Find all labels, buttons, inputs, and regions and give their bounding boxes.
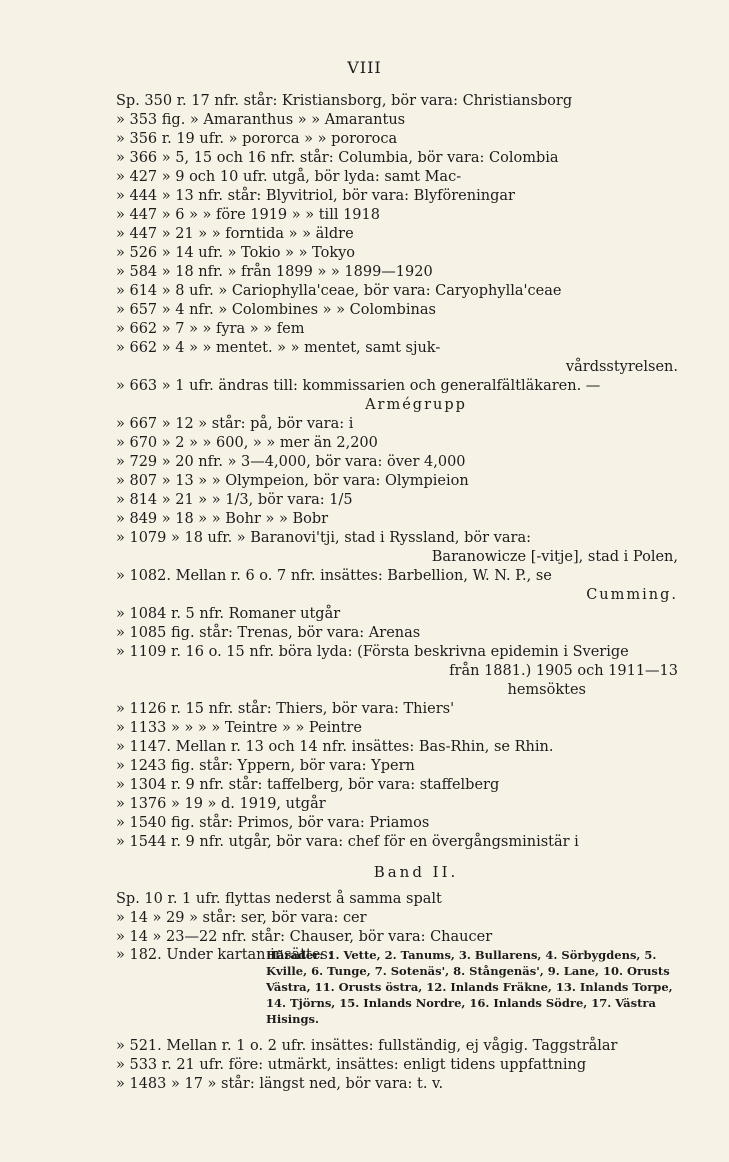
errata-line xyxy=(116,453,716,472)
errata-group-band2 xyxy=(116,890,716,947)
errata-line xyxy=(116,605,716,624)
errata-text: » 444 » 13 nfr. står: Blyvitriol, bör vara: Blyföreningar xyxy=(116,188,515,204)
continuation-text: vårdsstyrelsen. xyxy=(565,359,678,375)
errata-line xyxy=(116,928,716,947)
map-legend-text: Härader: 1. Vette, 2. Tanums, 3. Bullarens, 4. Sörbygdens, 5. Kville, 6. Tunge, 7. Sotenäs', 8. Stångenäs', 9. Lane, 10. Orusts Västra, 11. Orusts östra, 12. Inlands Fräkne, 13. Inlands Torpe, 14. Tjörns, 15. Inlands Nordre, 16. Inlands Södre, 17. Västra Hisings. xyxy=(266,948,673,1026)
errata-text: Sp. 350 r. 17 nfr. står: Kristiansborg, bör vara: Christiansborg xyxy=(116,93,573,109)
errata-group-band1 xyxy=(116,92,716,358)
errata-text: » 670 » 2 » » 600, » » mer än 2,200 xyxy=(116,435,378,451)
errata-line xyxy=(116,149,716,168)
errata-text: » 1133 » » » » Teintre » » Peintre xyxy=(116,720,362,736)
errata-text: Sp. 10 r. 1 ufr. flyttas nederst å samma spalt xyxy=(116,891,442,907)
errata-line xyxy=(116,339,716,358)
errata-text: » 663 » 1 ufr. ändras till: kommissarien och generalfältläkaren. — xyxy=(116,378,601,394)
errata-group xyxy=(116,415,716,548)
continuation-text: Cumming. xyxy=(586,587,678,603)
errata-line xyxy=(116,757,716,776)
errata-text: » 584 » 18 nfr. » från 1899 » » 1899—1920 xyxy=(116,264,433,280)
errata-text: » 1304 r. 9 nfr. står: taffelberg, bör vara: staffelberg xyxy=(116,777,500,793)
errata-line xyxy=(116,510,716,529)
errata-line xyxy=(116,206,716,225)
errata-text: » 1084 r. 5 nfr. Romaner utgår xyxy=(116,606,341,622)
errata-line xyxy=(116,833,716,852)
errata-text: » 526 » 14 ufr. » Tokio » » Tokyo xyxy=(116,245,356,261)
errata-text: » 657 » 4 nfr. » Colombines » » Colombinas xyxy=(116,302,436,318)
errata-line xyxy=(116,301,716,320)
errata-group xyxy=(116,1037,716,1094)
errata-line xyxy=(116,168,716,187)
errata-line xyxy=(116,377,716,396)
errata-line xyxy=(116,244,716,263)
errata-text: » 447 » 21 » » forntida » » äldre xyxy=(116,226,354,242)
errata-line xyxy=(116,472,716,491)
continuation-line xyxy=(116,396,716,415)
errata-text: » 1085 fig. står: Trenas, bör vara: Arenas xyxy=(116,625,421,641)
errata-line xyxy=(116,434,716,453)
errata-line xyxy=(116,263,716,282)
errata-line xyxy=(116,909,716,928)
errata-text: » 1483 » 17 » står: längst ned, bör vara: t. v. xyxy=(116,1076,444,1092)
errata-line xyxy=(116,92,716,111)
errata-line xyxy=(116,320,716,339)
errata-text: » 662 » 7 » » fyra » » fem xyxy=(116,321,305,337)
errata-line xyxy=(116,130,716,149)
errata-line xyxy=(116,282,716,301)
errata-text: » 1109 r. 16 o. 15 nfr. böra lyda: (Första beskrivna epidemin i Sverige xyxy=(116,644,629,660)
errata-text: » 849 » 18 » » Bohr » » Bobr xyxy=(116,511,329,527)
errata-text: » 814 » 21 » » 1/3, bör vara: 1/5 xyxy=(116,492,353,508)
errata-text: » 14 » 23—22 nfr. står: Chauser, bör vara: Chaucer xyxy=(116,929,493,945)
errata-text: » 1079 » 18 ufr. » Baranovi'tji, stad i Ryssland, bör vara: xyxy=(116,530,531,546)
errata-line xyxy=(116,795,716,814)
continuation-line xyxy=(116,662,716,681)
errata-line xyxy=(116,1075,716,1094)
errata-text: » 614 » 8 ufr. » Cariophylla'ceae, bör vara: Caryophylla'ceae xyxy=(116,283,562,299)
errata-text: » 14 » 29 » står: ser, bör vara: cer xyxy=(116,910,367,926)
errata-text: » 447 » 6 » » före 1919 » » till 1918 xyxy=(116,207,380,223)
errata-line xyxy=(116,700,716,719)
errata-line xyxy=(116,624,716,643)
errata-line xyxy=(116,529,716,548)
errata-line xyxy=(116,719,716,738)
errata-line xyxy=(116,643,716,662)
continuation-text: hemsöktes xyxy=(507,682,586,698)
errata-text: » 729 » 20 nfr. » 3—4,000, bör vara: över 4,000 xyxy=(116,454,466,470)
section-heading-band2: Band II. xyxy=(373,863,459,881)
errata-text: » 1540 fig. står: Primos, bör vara: Priamos xyxy=(116,815,430,831)
errata-group xyxy=(116,605,716,662)
errata-text: » 1544 r. 9 nfr. utgår, bör vara: chef för en övergångsministär i xyxy=(116,834,579,850)
errata-line xyxy=(116,890,716,909)
errata-list xyxy=(116,92,716,1094)
errata-text: » 521. Mellan r. 1 o. 2 ufr. insättes: fullständig, ej vågig. Taggstrålar xyxy=(116,1038,618,1054)
errata-group xyxy=(116,377,716,396)
continuation-text: från 1881.) 1905 och 1911—13 xyxy=(449,663,678,679)
errata-line xyxy=(116,187,716,206)
continuation-line xyxy=(116,548,716,567)
errata-line xyxy=(116,225,716,244)
page-number: VIII xyxy=(347,58,382,77)
map-legend-entry xyxy=(116,947,694,1027)
errata-text: » 1243 fig. står: Yppern, bör vara: Ypern xyxy=(116,758,415,774)
map-legend-lead: » 182. Under kartan insättes: xyxy=(116,947,333,963)
errata-line xyxy=(116,738,716,757)
errata-text: » 1376 » 19 » d. 1919, utgår xyxy=(116,796,326,812)
errata-group xyxy=(116,700,716,852)
errata-line xyxy=(116,776,716,795)
errata-line xyxy=(116,491,716,510)
continuation-text: Baranowicze [-vitje], stad i Polen, xyxy=(431,549,678,565)
continuation-text: Armégrupp xyxy=(365,397,467,413)
errata-text: » 353 fig. » Amaranthus » » Amarantus xyxy=(116,112,406,128)
errata-text: » 1126 r. 15 nfr. står: Thiers, bör vara: Thiers' xyxy=(116,701,455,717)
errata-line xyxy=(116,415,716,434)
errata-line xyxy=(116,567,716,586)
errata-line xyxy=(116,814,716,833)
errata-text: » 662 » 4 » » mentet. » » mentet, samt sjuk- xyxy=(116,340,441,356)
errata-text: » 366 » 5, 15 och 16 nfr. står: Columbia, bör vara: Colombia xyxy=(116,150,559,166)
errata-line xyxy=(116,1037,716,1056)
errata-group xyxy=(116,567,716,586)
errata-line xyxy=(116,111,716,130)
continuation-line xyxy=(116,358,716,377)
errata-line xyxy=(116,1056,716,1075)
errata-text: » 356 r. 19 ufr. » pororca » » pororoca xyxy=(116,131,398,147)
errata-text: » 1082. Mellan r. 6 o. 7 nfr. insättes: Barbellion, W. N. P., se xyxy=(116,568,552,584)
continuation-line xyxy=(116,586,716,605)
continuation-line xyxy=(116,681,716,700)
errata-text: » 667 » 12 » står: på, bör vara: i xyxy=(116,416,354,432)
errata-text: » 533 r. 21 ufr. före: utmärkt, insättes: enligt tidens uppfattning xyxy=(116,1057,587,1073)
errata-text: » 1147. Mellan r. 13 och 14 nfr. insättes: Bas-Rhin, se Rhin. xyxy=(116,739,554,755)
errata-text: » 427 » 9 och 10 ufr. utgå, bör lyda: samt Mac- xyxy=(116,169,462,185)
errata-text: » 807 » 13 » » Olympeion, bör vara: Olympieion xyxy=(116,473,469,489)
